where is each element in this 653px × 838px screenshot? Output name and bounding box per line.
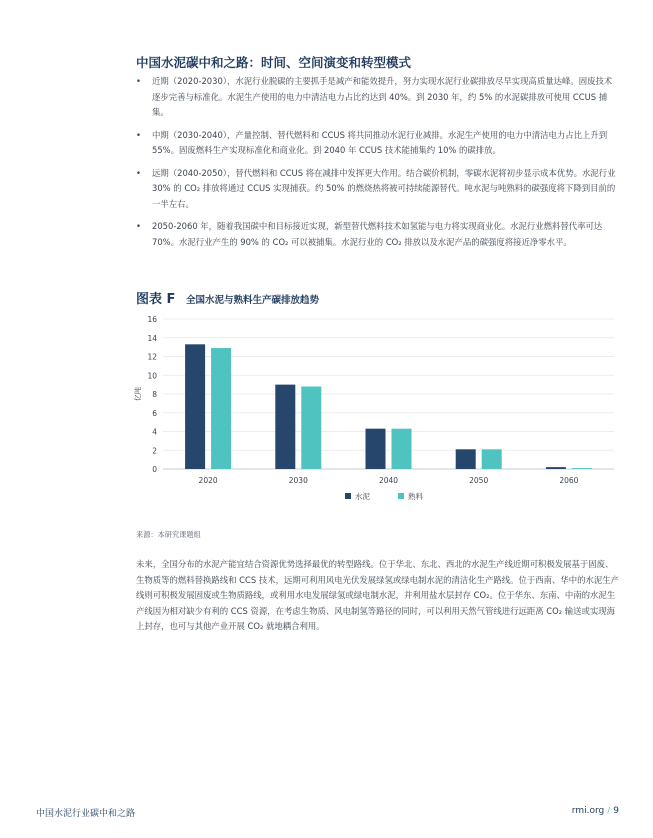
bullet-long-term: • 远期（2040-2050），替代燃料和 CCUS 将在减排中发挥更大作用。结合碳价机制，零碳水泥将初步显示成本优势。水泥行业 30% 的 CO₂ 排放将通过 CCUS 实现捕获。约 50% 的燃烧热将被可持续能源替代。吨水泥与吨熟料的碳强度将下降到目前的一半左右。 xyxy=(136,166,618,213)
y-axis-label: 亿吨 xyxy=(134,387,142,401)
y-tick-label: 6 xyxy=(152,408,157,418)
figure-label: 图表 F xyxy=(136,292,176,307)
bar-cement-2060 xyxy=(546,467,566,469)
emissions-bar-chart xyxy=(130,308,622,508)
figure-title xyxy=(136,288,319,307)
legend-label-cement: 水泥 xyxy=(355,492,370,501)
x-tick-label: 2050 xyxy=(469,476,489,485)
bar-clinker-2020 xyxy=(211,348,231,469)
bullet-mid-term: • 中期（2030-2040），产量控制、替代燃料和 CCUS 将共同推动水泥行业减排。水泥生产使用的电力中清洁电力占比上升到 55%。固废燃料生产实现标准化和商业化。到 2040 年 CCUS 技术能捕集约 10% 的碳排放。 xyxy=(136,128,618,159)
figure-source: 来源：本研究课题组 xyxy=(136,530,201,539)
timeline-bullet-list xyxy=(136,74,618,257)
y-tick-label: 4 xyxy=(152,427,157,437)
y-tick-label: 0 xyxy=(152,465,157,474)
y-tick-label: 10 xyxy=(147,371,157,381)
bar-cement-2030 xyxy=(275,385,295,469)
footer-separator: / xyxy=(607,806,611,816)
y-tick-label: 2 xyxy=(152,446,157,456)
legend-swatch-clinker xyxy=(398,493,404,499)
x-tick-label: 2040 xyxy=(378,476,399,485)
footer-report-title: 中国水泥行业碳中和之路 xyxy=(36,809,136,819)
bar-clinker-2050 xyxy=(482,449,502,469)
x-tick-label: 2030 xyxy=(288,476,308,485)
bar-clinker-2060 xyxy=(572,468,592,469)
y-tick-label: 16 xyxy=(147,315,157,324)
x-tick-label: 2020 xyxy=(198,476,218,485)
figure-caption: 全国水泥与熟料生产碳排放趋势 xyxy=(185,295,319,306)
section-heading: 中国水泥碳中和之路：时间、空间演变和转型模式 xyxy=(136,55,412,70)
footer-page-info xyxy=(572,806,619,816)
bullet-2050-2060: • 2050-2060 年，随着我国碳中和目标接近实现，新型替代燃料技术如氢能与电力将实现商业化。水泥行业燃料替代率可达 70%。水泥行业产生的 90% 的 CO₂ 可以被捕集。水泥行业的 CO₂ 排放以及水泥产品的碳强度将接近净零水平。 xyxy=(136,219,618,250)
bar-cement-2040 xyxy=(366,429,386,469)
bar-clinker-2040 xyxy=(392,429,412,469)
page-number: 9 xyxy=(613,806,619,816)
bullet-near-term: • 近期（2020-2030），水泥行业脱碳的主要抓手是减产和能效提升，努力实现水泥行业碳排放尽早实现高质量达峰。固废技术逐步完善与标准化。水泥生产使用的电力中清洁电力占比约达到 40%。到 2030 年，约 5% 的水泥碳排放可使用 CCUS 捕集。 xyxy=(136,74,618,121)
legend-label-clinker: 熟料 xyxy=(408,492,423,501)
y-tick-label: 8 xyxy=(152,390,157,399)
x-tick-label: 2060 xyxy=(559,476,579,485)
bar-cement-2020 xyxy=(185,344,205,469)
y-tick-label: 12 xyxy=(147,352,157,362)
legend-swatch-cement xyxy=(345,493,351,499)
y-tick-label: 14 xyxy=(147,333,157,343)
bar-cement-2050 xyxy=(456,449,476,469)
footer-site-link[interactable]: rmi.org xyxy=(571,806,605,816)
bar-clinker-2030 xyxy=(301,387,321,470)
body-paragraph: 未来，全国分布的水泥产能宜结合资源优势选择最优的转型路线。位于华北、东北、西北的水泥生产线近期可积极发展基于固废、生物质等的燃料替换路线和 CCS 技术，远期可利用风电光伏发展绿氢或绿电制水泥的清洁化生产路线。位于西南、华中的水泥生产线则可积极发展固废或生物质路线，或利用水电发展绿氢或绿电制水泥，并利用盐水层封存 CO₂。位于华东、东南、中南的水泥生产线因为相对缺少有利的 CCS 资源，在考虑生物质、风电制氢等路径的同时，可以利用天然气管线进行远距离 CO₂ 输送或实现海上封存，也可与其他产业开展 CO₂ 就地耦合利用。 xyxy=(136,559,619,631)
